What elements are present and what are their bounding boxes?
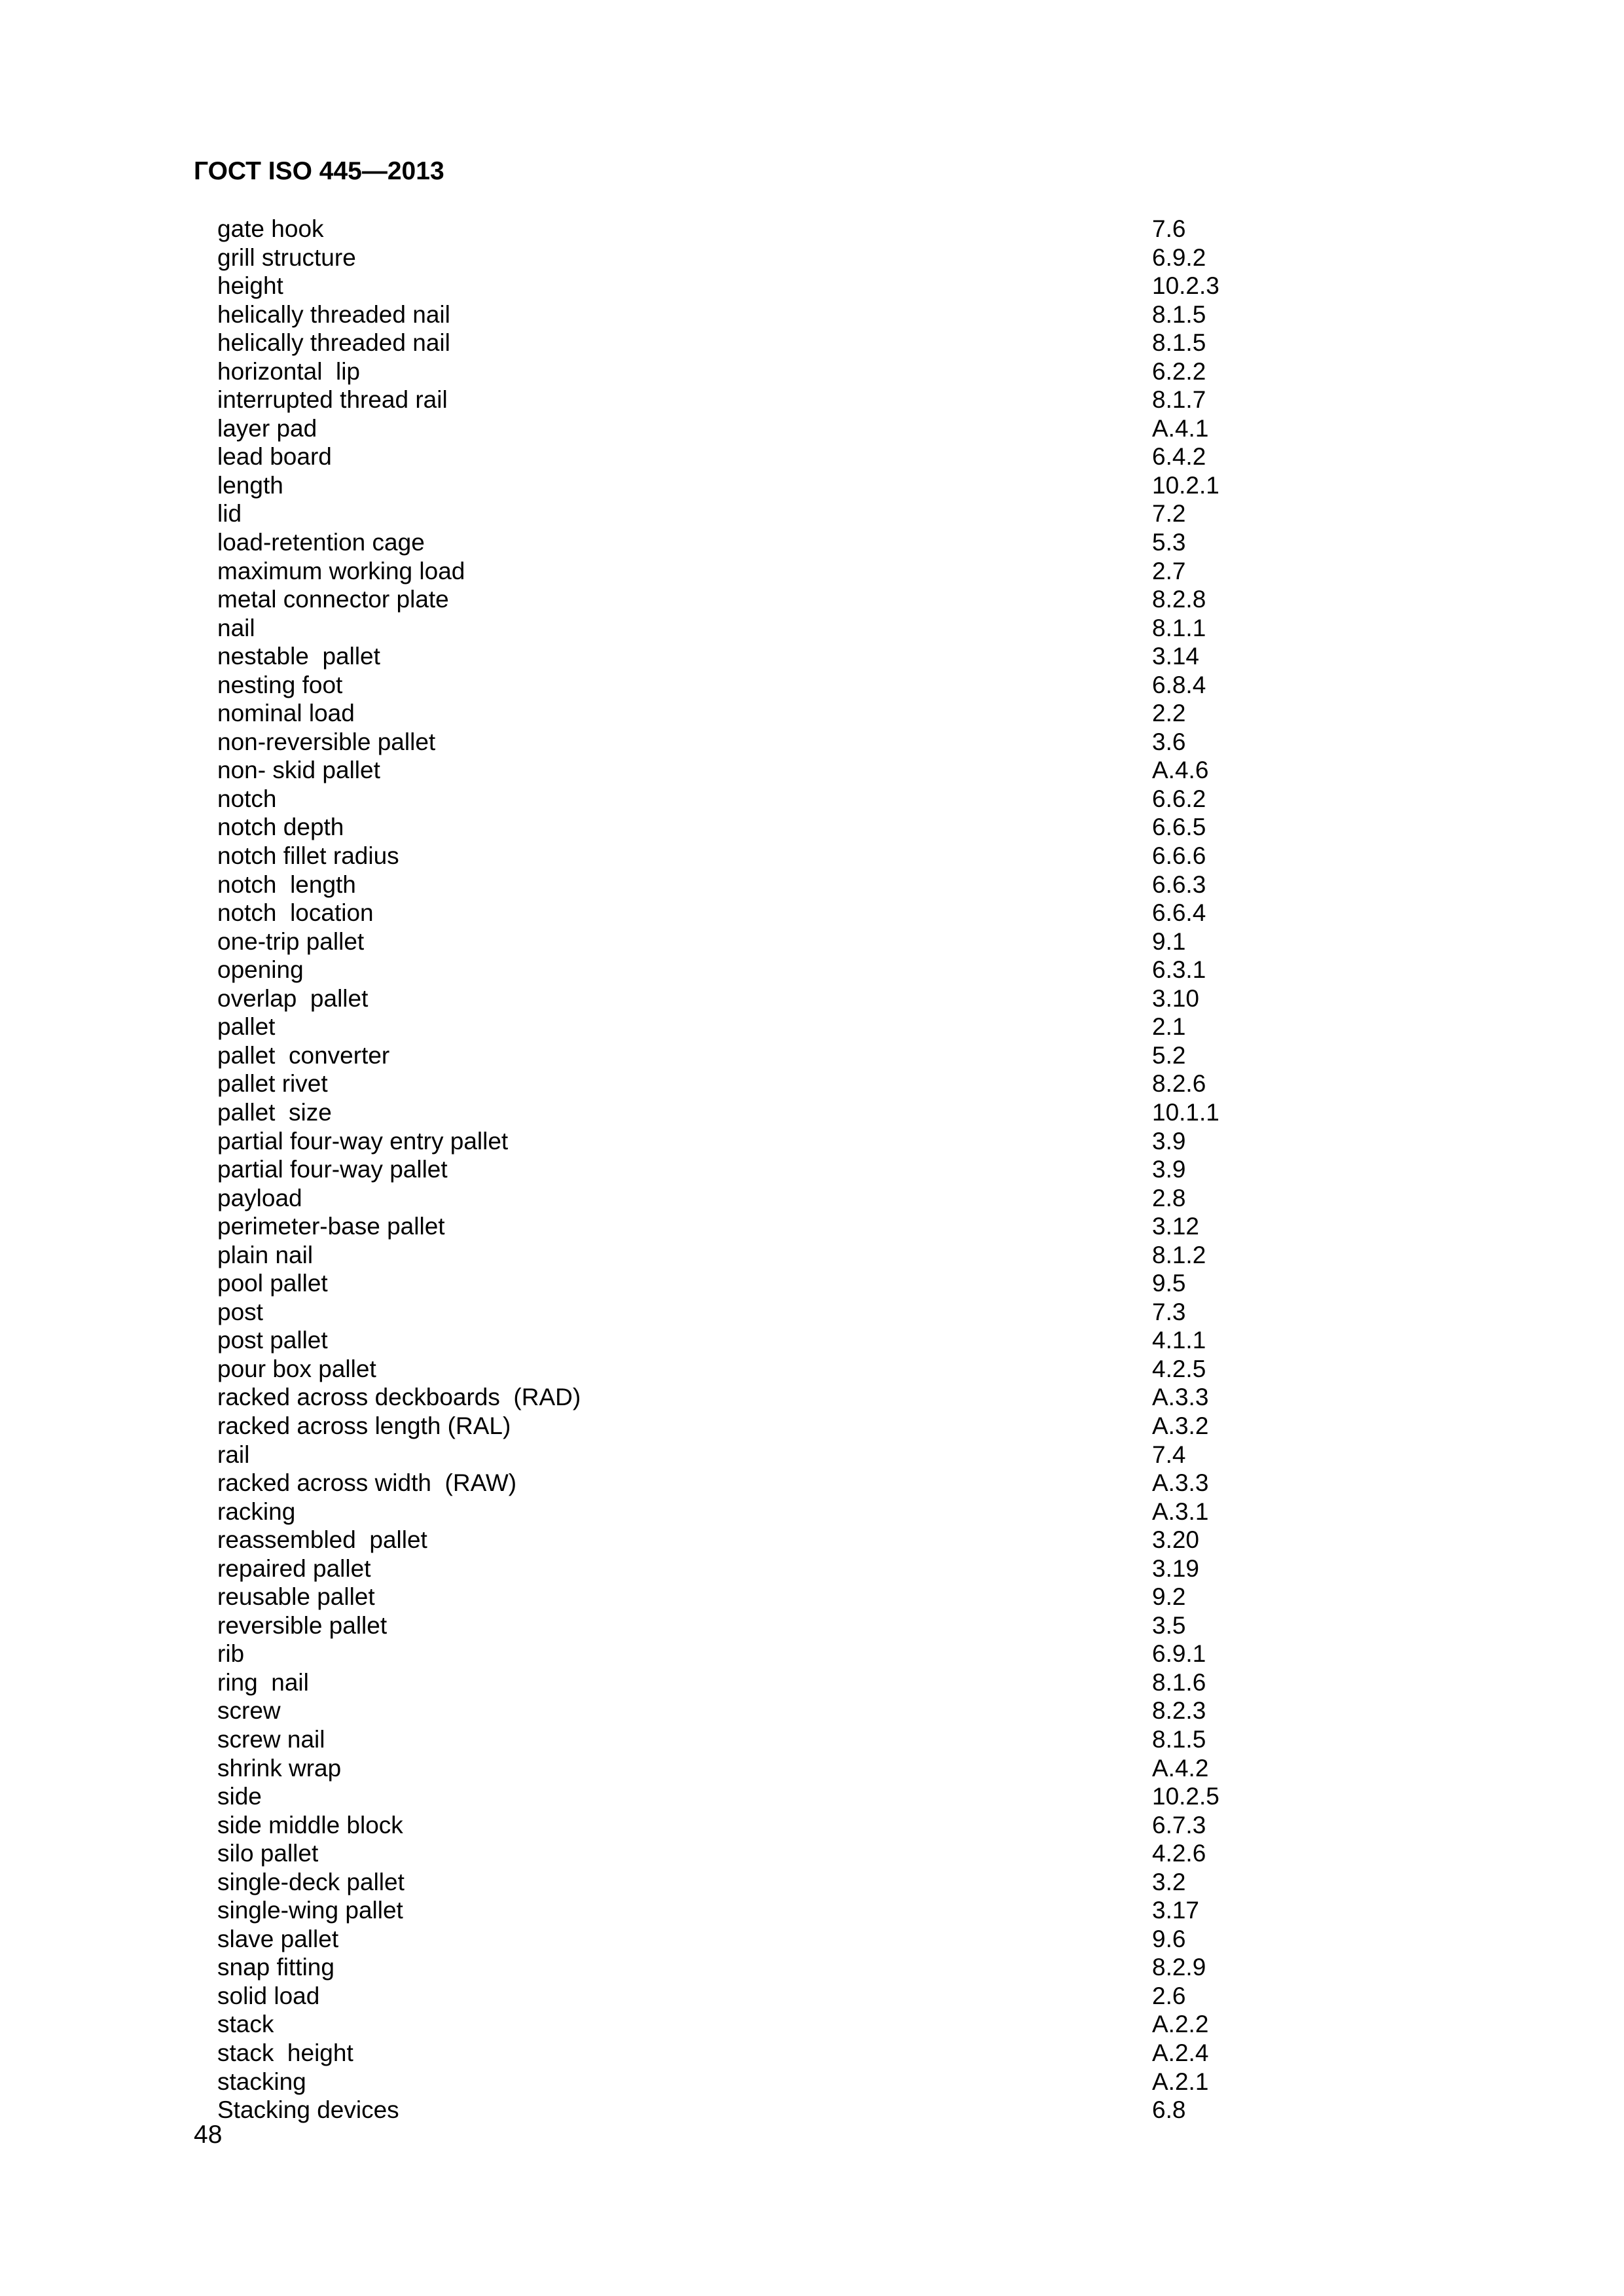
index-entry <box>217 699 1265 728</box>
index-entry <box>217 442 1265 471</box>
index-entry <box>217 300 1265 329</box>
index-entry <box>217 899 1265 927</box>
index-entry <box>217 528 1265 557</box>
index-section-ref: 8.1.2 <box>1152 1241 1206 1268</box>
index-section-ref: A.4.6 <box>1152 757 1209 784</box>
index-section-ref: 3.2 <box>1152 1868 1186 1895</box>
index-term: pallet converter <box>217 1041 390 1069</box>
index-section-ref: 8.1.1 <box>1152 614 1206 641</box>
index-entry <box>217 1725 1265 1754</box>
index-term: load-retention cage <box>217 529 425 556</box>
index-section-ref: 4.2.5 <box>1152 1355 1206 1382</box>
index-section-ref: 10.2.5 <box>1152 1783 1219 1810</box>
index-term: solid load <box>217 1982 320 2009</box>
index-term: pool pallet <box>217 1270 328 1297</box>
index-section-ref: 3.14 <box>1152 643 1200 670</box>
index-term: reassembled pallet <box>217 1526 427 1554</box>
index-entry <box>217 1013 1265 1041</box>
index-section-ref: A.3.3 <box>1152 1469 1209 1497</box>
index-term: reusable pallet <box>217 1583 375 1611</box>
index-entry <box>217 2068 1265 2096</box>
index-term: notch location <box>217 899 374 927</box>
index-entry <box>217 1583 1265 1611</box>
index-term: overlap pallet <box>217 984 369 1012</box>
index-section-ref: 7.2 <box>1152 500 1186 528</box>
index-section-ref: 6.8 <box>1152 2096 1186 2124</box>
index-entry <box>217 1526 1265 1554</box>
alphabetical-index <box>217 215 1265 2125</box>
index-section-ref: 10.2.1 <box>1152 471 1219 499</box>
index-section-ref: 2.7 <box>1152 557 1186 584</box>
index-section-ref: A.3.1 <box>1152 1498 1209 1525</box>
index-term: opening <box>217 956 304 984</box>
index-entry <box>217 927 1265 956</box>
index-term: nominal load <box>217 700 355 727</box>
index-term: non- skid pallet <box>217 757 380 784</box>
index-term: racked across width (RAW) <box>217 1469 517 1497</box>
index-entry <box>217 557 1265 586</box>
index-term: partial four-way entry pallet <box>217 1127 509 1155</box>
index-section-ref: 8.2.3 <box>1152 1697 1206 1725</box>
index-section-ref: 6.3.1 <box>1152 956 1206 984</box>
index-term: repaired pallet <box>217 1554 371 1582</box>
index-section-ref: 6.6.6 <box>1152 842 1206 870</box>
index-term: helically threaded nail <box>217 329 450 357</box>
index-section-ref: 6.9.1 <box>1152 1640 1206 1668</box>
index-entry <box>217 499 1265 528</box>
index-entry <box>217 1441 1265 1469</box>
page-header: ГОСТ ISO 445—2013 <box>194 157 444 185</box>
index-entry <box>217 1953 1265 1982</box>
index-term: stacking <box>217 2068 306 2095</box>
index-term: pour box pallet <box>217 1355 376 1382</box>
index-term: single-deck pallet <box>217 1868 405 1895</box>
index-term: slave pallet <box>217 1925 339 1952</box>
index-section-ref: 6.4.2 <box>1152 443 1206 471</box>
index-term: layer pad <box>217 414 317 442</box>
index-entry <box>217 1155 1265 1184</box>
index-section-ref: 8.1.6 <box>1152 1668 1206 1696</box>
index-section-ref: A.3.3 <box>1152 1384 1209 1411</box>
index-entry <box>217 984 1265 1013</box>
index-section-ref: 6.6.4 <box>1152 899 1206 927</box>
index-section-ref: 3.10 <box>1152 984 1200 1012</box>
index-entry <box>217 471 1265 500</box>
index-entry <box>217 1868 1265 1897</box>
index-term: nesting foot <box>217 671 343 698</box>
index-entry <box>217 1498 1265 1526</box>
index-entry <box>217 870 1265 899</box>
index-term: interrupted thread rail <box>217 386 448 414</box>
index-entry <box>217 1127 1265 1156</box>
index-term: rail <box>217 1441 250 1468</box>
index-entry <box>217 1298 1265 1327</box>
index-term: screw <box>217 1697 281 1725</box>
index-section-ref: A.3.2 <box>1152 1412 1209 1439</box>
index-term: grill structure <box>217 243 356 271</box>
index-section-ref: 6.7.3 <box>1152 1811 1206 1839</box>
index-section-ref: 5.2 <box>1152 1041 1186 1069</box>
index-term: notch length <box>217 870 356 898</box>
index-entry <box>217 1041 1265 1070</box>
index-entry <box>217 1668 1265 1697</box>
index-entry <box>217 642 1265 671</box>
index-term: one-trip pallet <box>217 927 365 955</box>
index-term: nail <box>217 614 255 641</box>
index-term: snap fitting <box>217 1954 334 1981</box>
index-term: stack <box>217 2011 274 2038</box>
index-entry <box>217 1982 1265 2011</box>
index-term: Stacking devices <box>217 2096 399 2124</box>
index-term: notch <box>217 785 277 812</box>
index-term: racked across length (RAL) <box>217 1412 511 1439</box>
index-entry <box>217 2096 1265 2125</box>
index-entry <box>217 1925 1265 1954</box>
index-entry <box>217 1640 1265 1668</box>
index-term: pallet rivet <box>217 1070 328 1098</box>
index-term: pallet size <box>217 1098 332 1126</box>
index-section-ref: 9.1 <box>1152 927 1186 955</box>
index-entry <box>217 2010 1265 2039</box>
index-entry <box>217 215 1265 243</box>
index-section-ref: 2.6 <box>1152 1982 1186 2009</box>
index-section-ref: 8.2.8 <box>1152 586 1206 613</box>
index-term: partial four-way pallet <box>217 1156 448 1183</box>
index-term: side <box>217 1783 262 1810</box>
index-entry <box>217 272 1265 300</box>
index-section-ref: 6.6.5 <box>1152 814 1206 841</box>
index-section-ref: 7.6 <box>1152 215 1186 242</box>
index-section-ref: 3.6 <box>1152 728 1186 755</box>
index-section-ref: 8.1.5 <box>1152 329 1206 357</box>
index-section-ref: 2.8 <box>1152 1184 1186 1211</box>
index-entry <box>217 414 1265 443</box>
index-term: notch fillet radius <box>217 842 399 870</box>
index-term: post <box>217 1298 263 1325</box>
index-entry <box>217 1241 1265 1270</box>
index-entry <box>217 1269 1265 1298</box>
index-section-ref: 2.1 <box>1152 1013 1186 1041</box>
index-entry <box>217 756 1265 785</box>
index-term: silo pallet <box>217 1840 319 1867</box>
index-entry <box>217 1782 1265 1811</box>
index-term: payload <box>217 1184 302 1211</box>
index-term: maximum working load <box>217 557 465 584</box>
index-term: metal connector plate <box>217 586 449 613</box>
index-section-ref: A.4.2 <box>1152 1754 1209 1782</box>
index-term: perimeter-base pallet <box>217 1213 445 1240</box>
index-term: reversible pallet <box>217 1611 388 1639</box>
index-section-ref: 3.12 <box>1152 1213 1200 1240</box>
index-entry <box>217 585 1265 614</box>
index-entry <box>217 785 1265 814</box>
index-entry <box>217 1383 1265 1412</box>
index-term: post pallet <box>217 1327 328 1354</box>
index-entry <box>217 671 1265 700</box>
index-term: lead board <box>217 443 332 471</box>
index-entry <box>217 2039 1265 2068</box>
index-entry <box>217 1212 1265 1241</box>
index-section-ref: 6.2.2 <box>1152 357 1206 385</box>
index-section-ref: 3.9 <box>1152 1127 1186 1155</box>
index-entry <box>217 1754 1265 1783</box>
index-section-ref: A.2.4 <box>1152 2039 1209 2066</box>
index-section-ref: 7.3 <box>1152 1298 1186 1325</box>
index-section-ref: 5.3 <box>1152 529 1186 556</box>
index-entry <box>217 386 1265 414</box>
index-entry <box>217 956 1265 984</box>
index-entry <box>217 813 1265 842</box>
index-entry <box>217 1355 1265 1384</box>
index-section-ref: 2.2 <box>1152 700 1186 727</box>
index-section-ref: 6.8.4 <box>1152 671 1206 698</box>
index-entry <box>217 1811 1265 1840</box>
index-term: nestable pallet <box>217 643 380 670</box>
index-entry <box>217 1184 1265 1213</box>
index-section-ref: 8.2.6 <box>1152 1070 1206 1098</box>
index-section-ref: A.2.1 <box>1152 2068 1209 2095</box>
index-section-ref: 8.1.7 <box>1152 386 1206 414</box>
index-term: gate hook <box>217 215 324 242</box>
index-section-ref: 9.2 <box>1152 1583 1186 1611</box>
index-term: length <box>217 471 283 499</box>
index-entry <box>217 1098 1265 1127</box>
index-entry <box>217 614 1265 643</box>
index-term: non-reversible pallet <box>217 728 436 755</box>
index-entry <box>217 1554 1265 1583</box>
index-section-ref: 3.19 <box>1152 1554 1200 1582</box>
index-entry <box>217 1069 1265 1098</box>
index-section-ref: 10.2.3 <box>1152 272 1219 300</box>
index-section-ref: 4.1.1 <box>1152 1327 1206 1354</box>
index-term: single-wing pallet <box>217 1897 403 1924</box>
index-term: shrink wrap <box>217 1754 342 1782</box>
index-section-ref: 3.17 <box>1152 1897 1200 1924</box>
index-entry <box>217 842 1265 870</box>
index-section-ref: 3.20 <box>1152 1526 1200 1554</box>
index-section-ref: A.4.1 <box>1152 414 1209 442</box>
index-entry <box>217 329 1265 357</box>
index-section-ref: 9.5 <box>1152 1270 1186 1297</box>
index-term: notch depth <box>217 814 344 841</box>
index-section-ref: 6.9.2 <box>1152 243 1206 271</box>
index-term: ring nail <box>217 1668 309 1696</box>
index-term: racked across deckboards (RAD) <box>217 1384 581 1411</box>
index-entry <box>217 1696 1265 1725</box>
index-section-ref: 7.4 <box>1152 1441 1186 1468</box>
index-term: plain nail <box>217 1241 314 1268</box>
index-section-ref: 3.5 <box>1152 1611 1186 1639</box>
index-entry <box>217 1412 1265 1441</box>
index-entry <box>217 1896 1265 1925</box>
index-section-ref: 6.6.2 <box>1152 785 1206 812</box>
index-term: helically threaded nail <box>217 300 450 328</box>
index-section-ref: 8.1.5 <box>1152 300 1206 328</box>
index-term: racking <box>217 1498 296 1525</box>
index-entry <box>217 1469 1265 1498</box>
index-section-ref: A.2.2 <box>1152 2011 1209 2038</box>
index-entry <box>217 728 1265 757</box>
index-term: lid <box>217 500 242 528</box>
index-term: height <box>217 272 283 300</box>
index-section-ref: 6.6.3 <box>1152 870 1206 898</box>
index-entry <box>217 357 1265 386</box>
index-term: horizontal lip <box>217 357 361 385</box>
index-term: stack height <box>217 2039 353 2066</box>
index-entry <box>217 243 1265 272</box>
index-term: pallet <box>217 1013 276 1041</box>
index-term: side middle block <box>217 1811 403 1839</box>
index-entry <box>217 1326 1265 1355</box>
index-section-ref: 4.2.6 <box>1152 1840 1206 1867</box>
index-section-ref: 8.2.9 <box>1152 1954 1206 1981</box>
index-section-ref: 10.1.1 <box>1152 1098 1219 1126</box>
page-number: 48 <box>194 2121 223 2149</box>
index-term: rib <box>217 1640 245 1668</box>
index-section-ref: 9.6 <box>1152 1925 1186 1952</box>
index-entry <box>217 1611 1265 1640</box>
index-section-ref: 8.1.5 <box>1152 1725 1206 1753</box>
index-entry <box>217 1839 1265 1868</box>
index-section-ref: 3.9 <box>1152 1156 1186 1183</box>
index-term: screw nail <box>217 1725 325 1753</box>
